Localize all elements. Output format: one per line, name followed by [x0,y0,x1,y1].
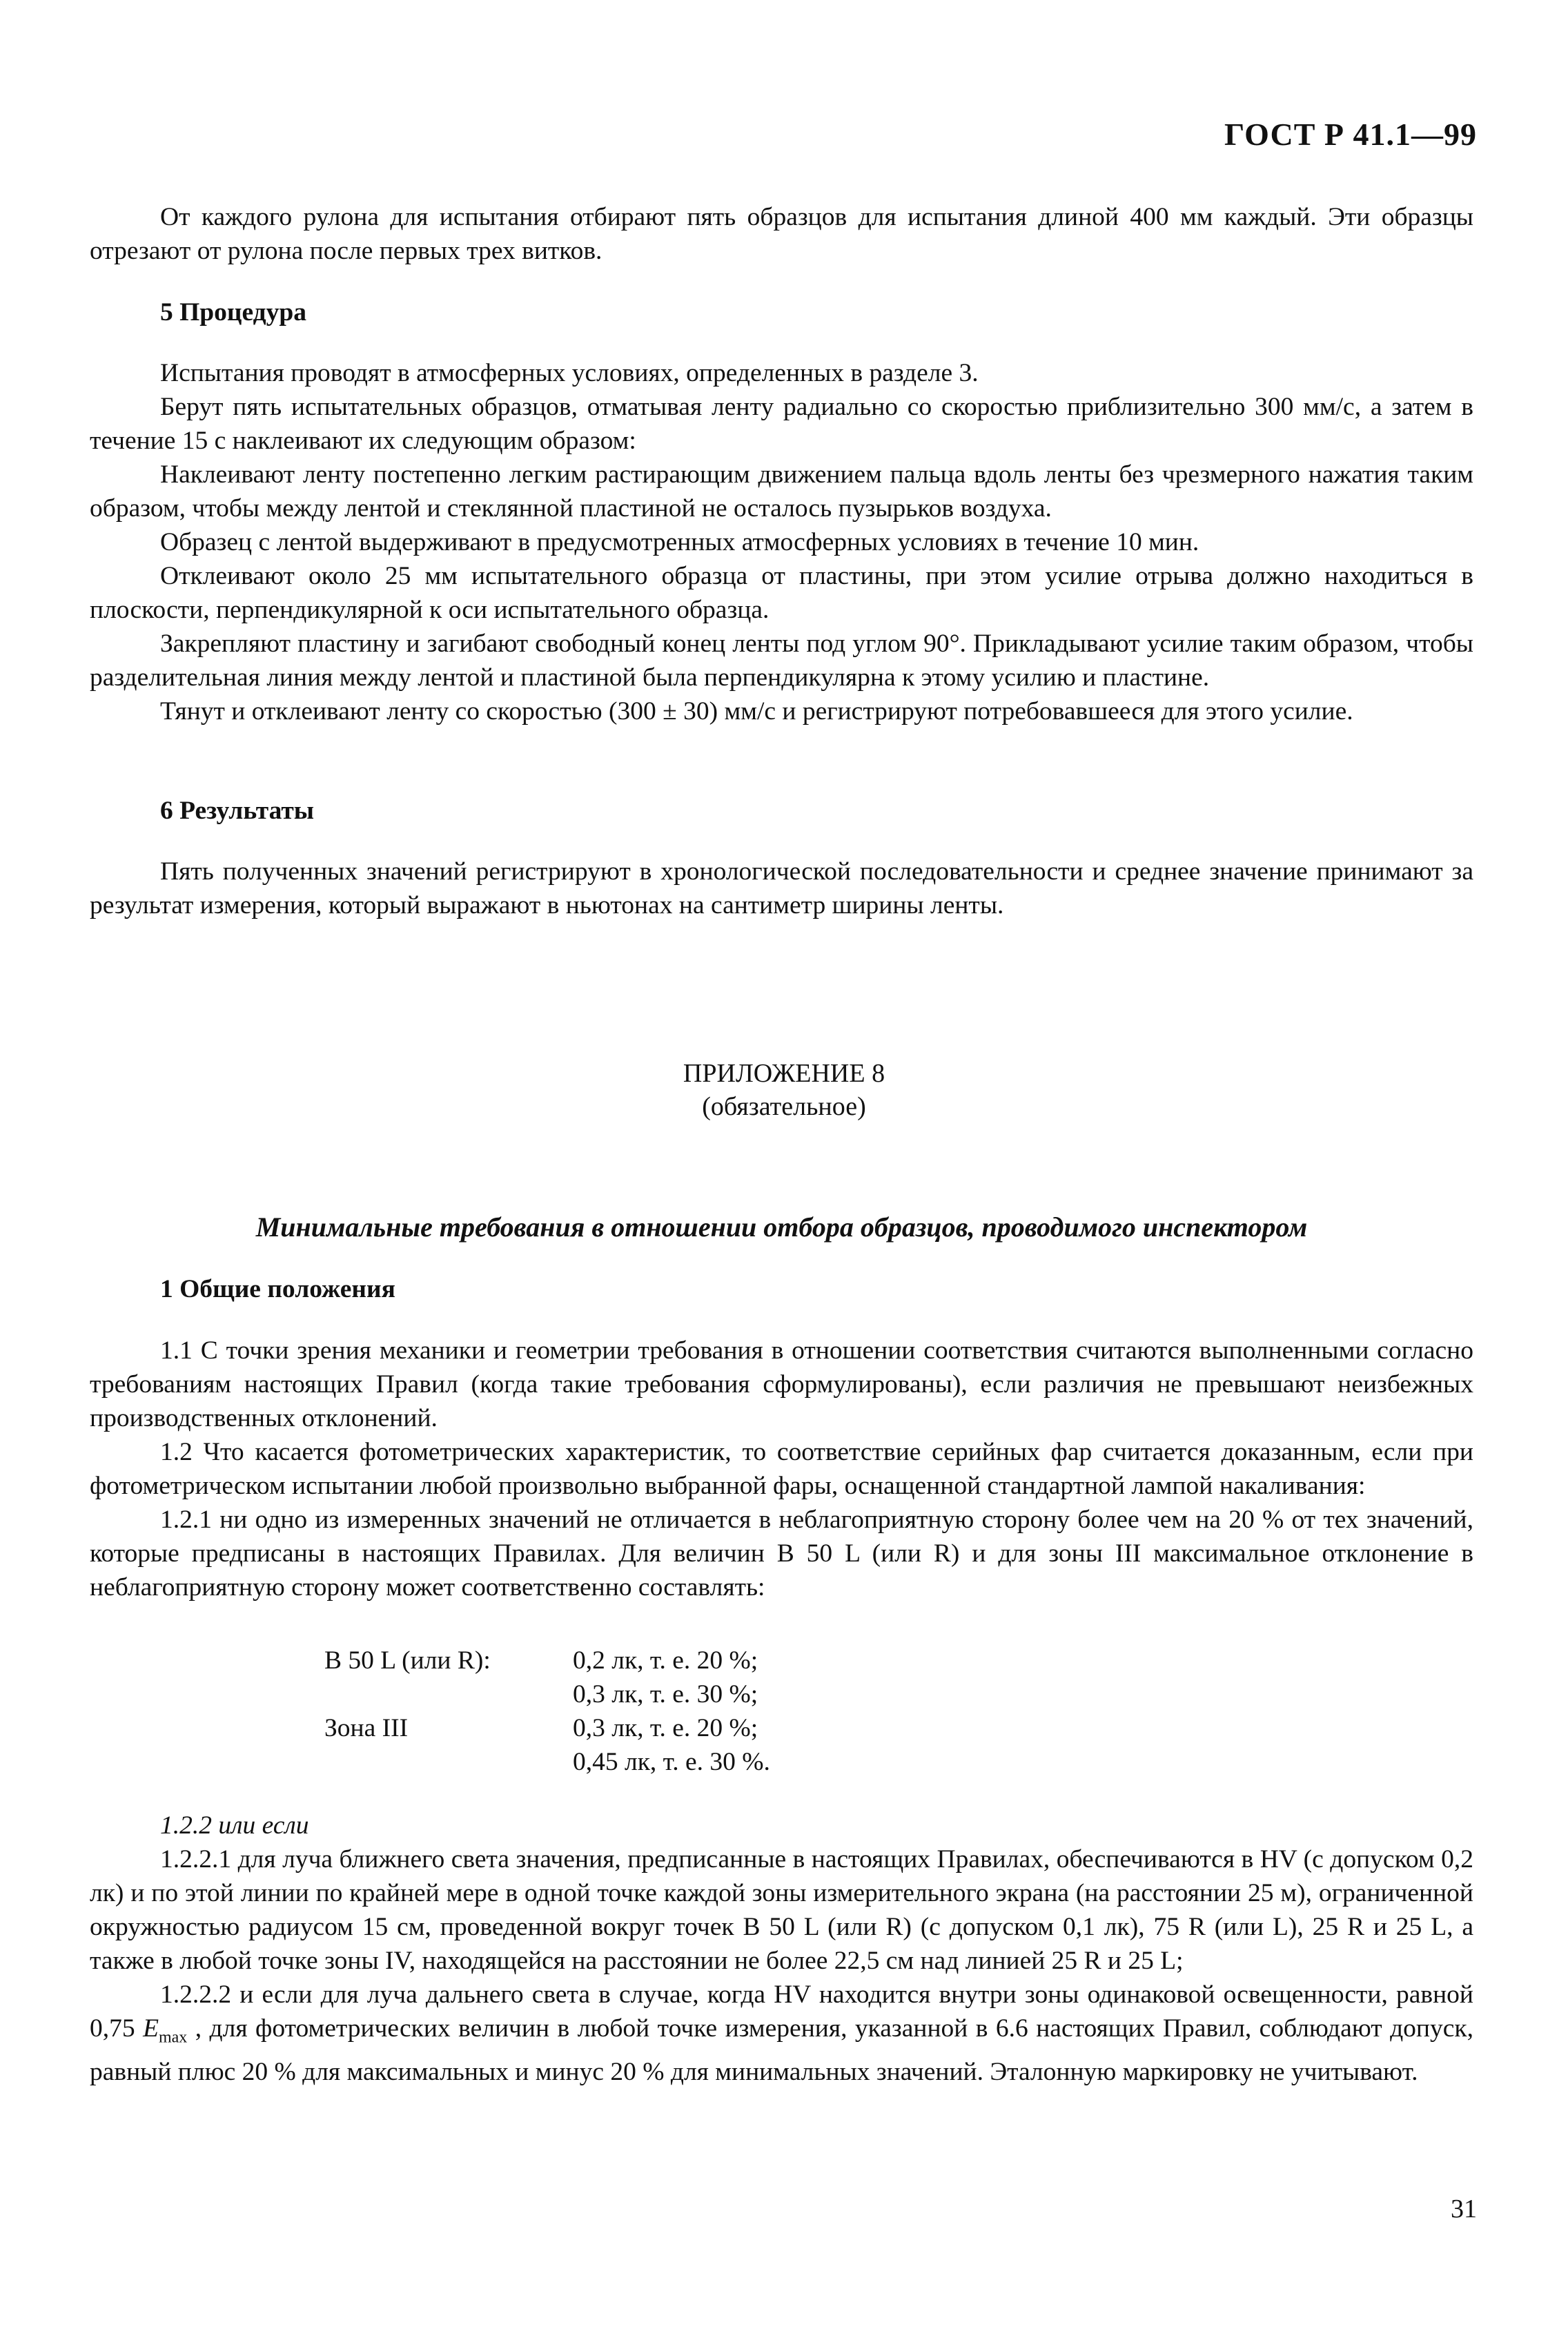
tolerance-row [324,1677,770,1711]
tolerance-value: 0,3 лк, т. е. 30 %; [573,1680,758,1709]
tolerance-values [324,1644,770,1779]
tolerance-value: 0,45 лк, т. е. 30 %. [573,1748,770,1776]
section-5-heading: 5 Процедура [160,298,306,327]
paragraph: 1.2.1 ни одно из измеренных значений не отличается в неблагоприятную сторону более чем на 20 % от тех значений, которые предписаны в настоящих Правилах. Для величин B 50 L (или R) и для зоны III максимальное отклонение в неблагоприятную сторону может соответственно составлять: [90,1506,1473,1602]
section-5-body [90,356,1473,728]
paragraph: Тянут и отклеивают ленту со скоростью (300 ± 30) мм/с и регистрируют потребовавшееся для этого усилие. [160,697,1353,726]
tolerance-label [324,1677,573,1711]
tolerance-value: 0,2 лк, т. е. 20 %; [573,1646,758,1675]
paragraph: Испытания проводят в атмосферных условиях, определенных в разделе 3. [160,359,979,387]
intro-paragraph [90,200,1473,268]
tolerance-value: 0,3 лк, т. е. 20 %; [573,1714,758,1742]
paragraph: 1.2.2.1 для луча ближнего света значения, предписанные в настоящих Правилах, обеспечиваются в HV (с допуском 0,2 лк) и по этой линии по крайней мере в одной точке каждой зоны измерительного экрана (на расстоянии 25 м), ограниченной окружностью радиусом 15 см, проведенной вокруг точек B 50 L (или R) (с допуском 0,1 лк), 75 R (или L), 25 R и 25 L, а также в любой точке зоны IV, находящейся на расстоянии не более 22,5 см над линией 25 R и 25 L; [90,1845,1473,1975]
paragraph: Отклеивают около 25 мм испытательного образца от пластины, при этом усилие отрыва должно находиться в плоскости, перпендикулярной к оси испытательного образца. [90,562,1473,624]
paragraph: 1.2 Что касается фотометрических характеристик, то соответствие серийных фар считается доказанным, если при фотометрическом испытании любой произвольно выбранной фары, оснащенной стандартной лампой накаливания: [90,1438,1473,1500]
section-6-body [90,855,1473,922]
section-1-clauses [90,1809,1473,2089]
paragraph: Закрепляют пластину и загибают свободный конец ленты под углом 90°. Прикладывают усилие таким образом, чтобы разделительная линия между лентой и пластиной была перпендикулярна к этому усилию и пластине. [90,630,1473,692]
emax-symbol: E [143,2014,159,2043]
appendix-status: (обязательное) [702,1092,866,1121]
paragraph: Образец с лентой выдерживают в предусмотренных атмосферных условиях в течение 10 мин. [160,528,1199,556]
tolerance-row [324,1644,770,1677]
paragraph: Пять полученных значений регистрируют в хронологической последовательности и среднее значение принимают за результат измерения, который выражают в ньютонах на сантиметр ширины ленты. [90,857,1473,919]
paragraph: Берут пять испытательных образцов, отматывая ленту радиально со скоростью приблизительно 300 мм/с, а затем в течение 15 с наклеивают их следующим образом: [90,393,1473,455]
tolerance-row [324,1745,770,1779]
paragraph: 1.1 С точки зрения механики и геометрии требования в отношении соответствия считаются выполненными согласно требованиям настоящих Правил (когда такие требования сформулированы), если различия не превышают неизбежных производственных отклонений. [90,1336,1473,1432]
paragraph: Наклеивают ленту постепенно легким растирающим движением пальца вдоль ленты без чрезмерного нажатия таким образом, чтобы между лентой и стеклянной пластиной не осталось пузырьков воздуха. [90,460,1473,523]
emax-subscript: max [158,2028,188,2047]
tolerance-label [324,1745,573,1779]
section-1-heading: 1 Общие положения [160,1275,395,1303]
appendix-label: ПРИЛОЖЕНИЕ 8 [683,1059,885,1088]
appendix-title: Минимальные требования в отношении отбора образцов, проводимого инспектором [255,1211,1308,1243]
clause-text: , для фотометрических величин в любой точке измерения, указанной в 6.6 настоящих Правил, соблюдают допуск, равный плюс 20 % для максимальных и минус 20 % для минимальных значений. Эталонную маркировку не учитывают. [90,2014,1473,2086]
clause-text: 1.2.2.2 и если для луча дальнего света в случае, когда HV находится внутри зоны одинаковой освещенности, равной 0,75 [90,1980,1473,2043]
paragraph: 1.2.2 или если [160,1811,309,1840]
tolerance-row [324,1711,770,1745]
section-6-heading: 6 Результаты [160,797,315,825]
tolerance-label: Зона III [324,1714,409,1742]
document-code: ГОСТ Р 41.1—99 [1224,117,1477,152]
paragraph: От каждого рулона для испытания отбирают пять образцов для испытания длиной 400 мм каждый. Эти образцы отрезают от рулона после первых трех витков. [90,203,1473,265]
section-1-body [90,1334,1473,1604]
page-number: 31 [1451,2194,1477,2223]
tolerance-label: B 50 L (или R): [324,1646,491,1675]
paragraph [90,1978,1473,2089]
